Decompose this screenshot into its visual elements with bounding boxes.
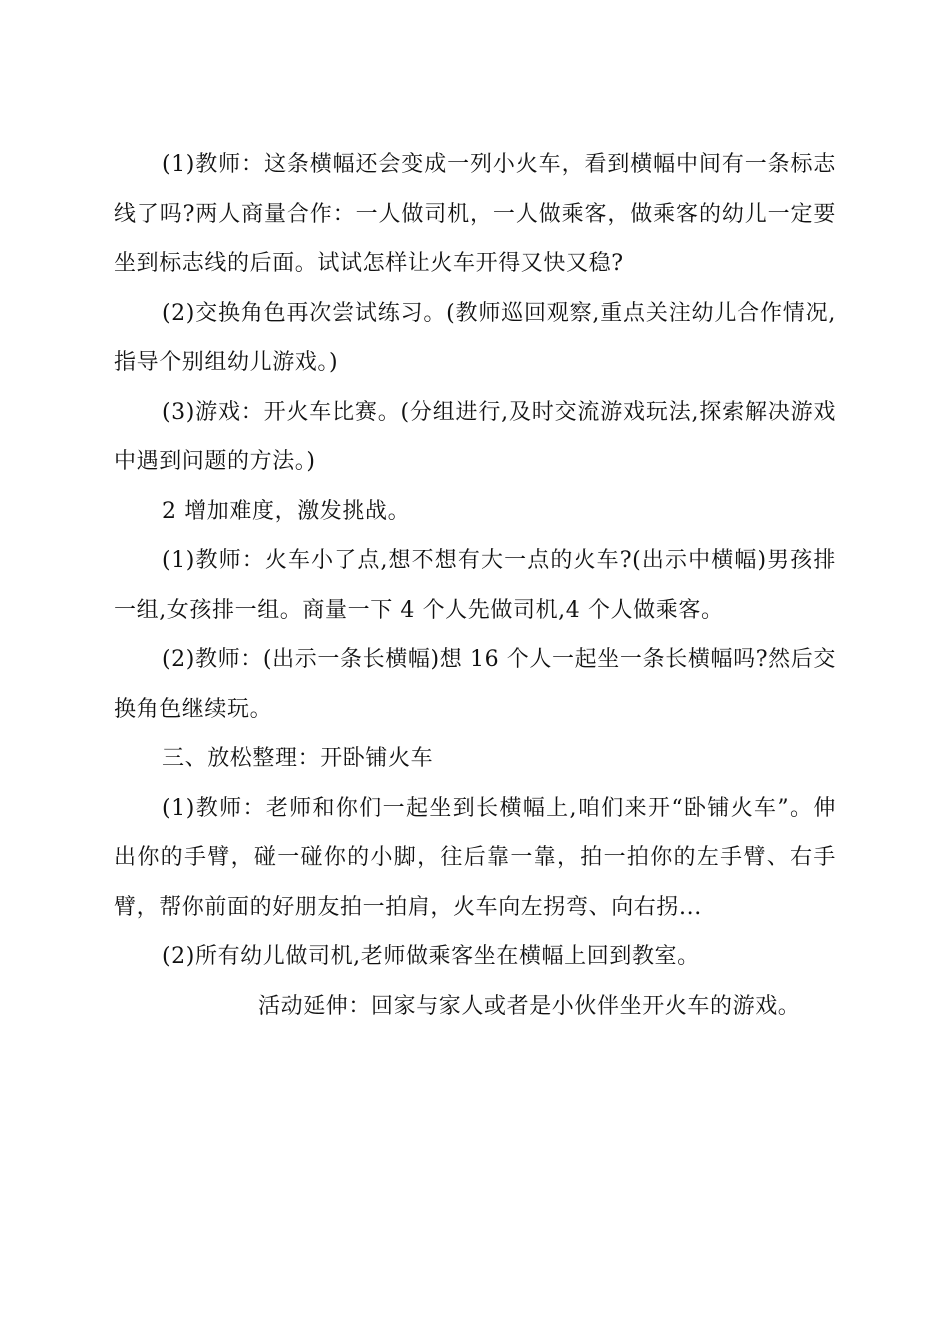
paragraph-relax-1: (1)教师：老师和你们一起坐到长横幅上,咱们来开“卧铺火车”。伸出你的手臂，碰一碰你的小脚，往后靠一靠，拍一拍你的左手臂、右手臂，帮你前面的好朋友拍一拍肩，火车向左拐弯、向右拐... bbox=[114, 795, 836, 920]
paragraph-difficulty-1: (1)教师：火车小了点,想不想有大一点的火车?(出示中横幅)男孩排一组,女孩排一组。商量一下 4 个人先做司机,4 个人做乘客。 bbox=[114, 548, 836, 623]
activity-extension: 活动延伸：回家与家人或者是小伙伴坐开火车的游戏。 bbox=[258, 993, 801, 1019]
paragraph-step-1: (1)教师：这条横幅还会变成一列小火车，看到横幅中间有一条标志线了吗?两人商量合作：一人做司机，一人做乘客，做乘客的幼儿一定要坐到标志线的后面。试试怎样让火车开得又快又稳? bbox=[114, 152, 836, 276]
section-heading-increase-difficulty: 2 增加难度，激发挑战。 bbox=[162, 498, 411, 524]
document-body bbox=[114, 140, 836, 1031]
section-heading-relax: 三、放松整理：开卧铺火车 bbox=[162, 746, 434, 771]
paragraph-relax-2: (2)所有幼儿做司机,老师做乘客坐在横幅上回到教室。 bbox=[162, 944, 700, 969]
paragraph-difficulty-2: (2)教师：(出示一条长横幅)想 16 个人一起坐一条长横幅吗?然后交换角色继续玩。 bbox=[114, 647, 836, 722]
paragraph-step-3: (3)游戏：开火车比赛。(分组进行,及时交流游戏玩法,探索解决游戏中遇到问题的方法。) bbox=[114, 399, 836, 474]
paragraph-step-2: (2)交换角色再次尝试练习。(教师巡回观察,重点关注幼儿合作情况,指导个别组幼儿游戏。) bbox=[114, 300, 836, 375]
